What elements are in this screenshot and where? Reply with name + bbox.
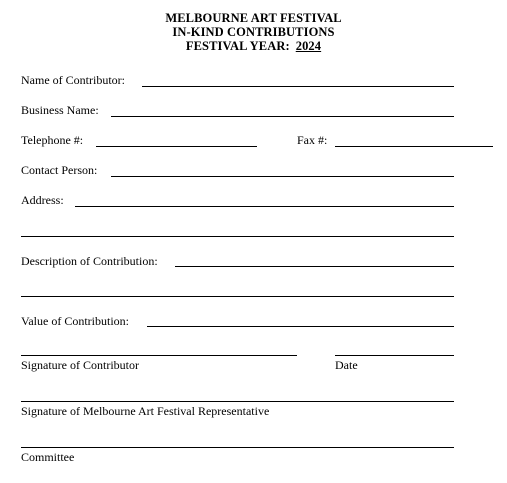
contributor-name-field[interactable] [142,86,454,87]
form-title: IN-KIND CONTRIBUTIONS [172,25,335,39]
contributor-signature-field[interactable] [21,355,297,356]
form-header [0,11,507,53]
festival-title: MELBOURNE ART FESTIVAL [165,11,342,25]
date-label: Date [335,358,358,372]
committee-field[interactable] [21,447,454,448]
festival-year-value: 2024 [295,39,322,53]
value-label: Value of Contribution: [21,314,129,328]
business-name-field[interactable] [111,116,454,117]
value-field[interactable] [147,326,454,327]
address-field-line-2[interactable] [21,236,454,237]
telephone-label: Telephone #: [21,133,84,147]
date-field[interactable] [335,355,454,356]
address-field-line-1[interactable] [75,206,454,207]
address-label: Address: [21,193,64,207]
telephone-field[interactable] [96,146,257,147]
representative-signature-field[interactable] [21,401,454,402]
description-field-line-1[interactable] [175,266,454,267]
fax-field[interactable] [335,146,493,147]
representative-signature-label: Signature of Melbourne Art Festival Representative [21,404,270,418]
description-label: Description of Contribution: [21,254,158,268]
committee-label: Committee [21,450,75,464]
fax-label: Fax #: [297,133,328,147]
contact-person-label: Contact Person: [21,163,98,177]
contact-person-field[interactable] [111,176,454,177]
business-name-label: Business Name: [21,103,99,117]
festival-year-label: FESTIVAL YEAR: [185,39,290,53]
festival-year-line [0,39,507,53]
contributor-signature-label: Signature of Contributor [21,358,139,372]
description-field-line-2[interactable] [21,296,454,297]
contributor-name-label: Name of Contributor: [21,73,125,87]
